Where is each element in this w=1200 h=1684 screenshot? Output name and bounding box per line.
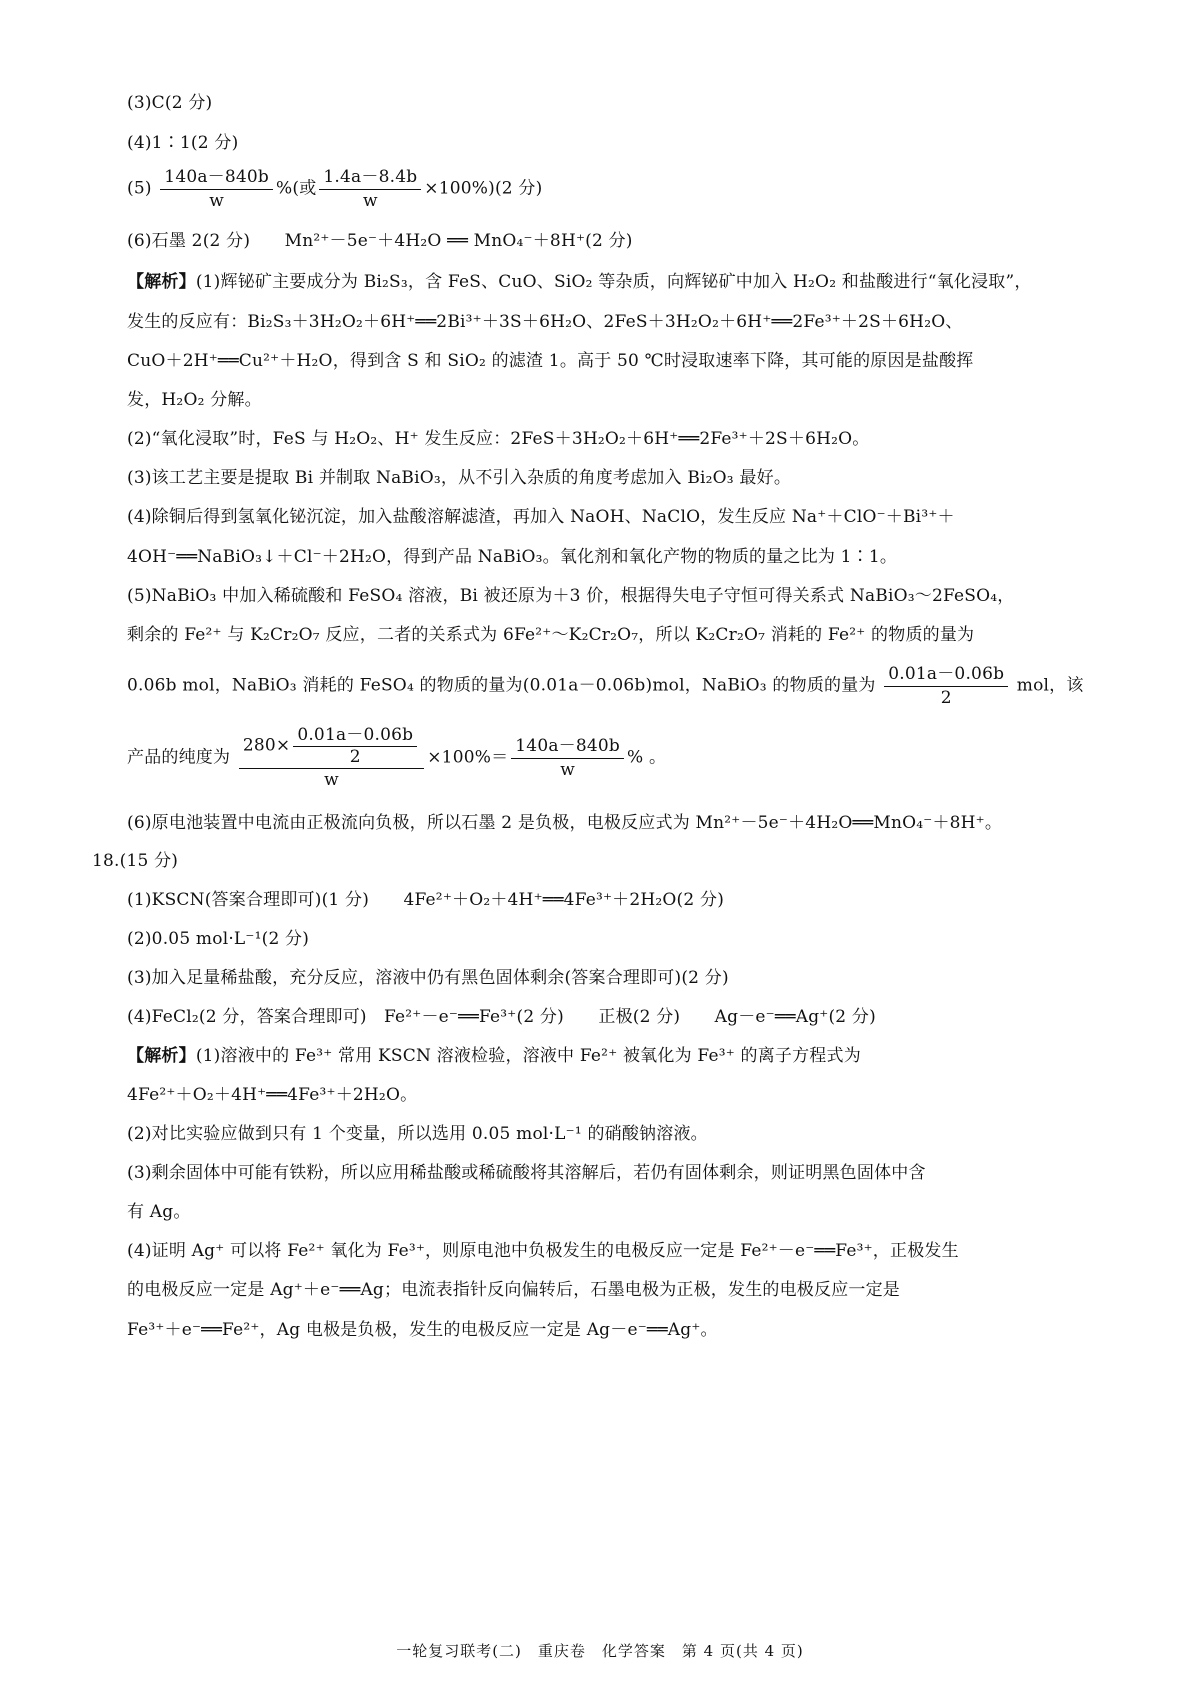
analysis17-p3: (3)该工艺主要是提取 Bi 并制取 NaBiO₃，从不引入杂质的角度考虑加入 Bi₂O₃ 最好。 [127, 468, 792, 488]
p5d-pre: 产品的纯度为 [127, 747, 231, 768]
page-footer: 一轮复习联考(二) 重庆卷 化学答案 第 4 页(共 4 页) [396, 1642, 804, 1660]
q18-answer-3: (3)加入足量稀盐酸，充分反应，溶液中仍有黑色固体剩余(答案合理即可)(2 分) [127, 968, 729, 988]
q5-mid: %(或 [276, 178, 317, 199]
answer-q4: (4)1∶1(2 分) [127, 133, 239, 153]
analysis18-p2: (2)对比实验应做到只有 1 个变量，所以选用 0.05 mol·L⁻¹ 的硝酸钠溶液。 [127, 1124, 708, 1144]
p5d-outer-numerator [239, 725, 424, 769]
answer-q3: (3)C(2 分) [127, 93, 213, 113]
analysis17-p4-line2: 4OH⁻══NaBiO₃↓＋Cl⁻＋2H₂O，得到产品 NaBiO₃。氧化剂和氧化产物的物质的量之比为 1∶1。 [127, 547, 898, 567]
p5c-post: mol，该 [1016, 675, 1084, 696]
p5d-frac2-denominator: w [560, 760, 576, 780]
p5d-mid: ×100%＝ [427, 747, 509, 768]
q5-frac1-numerator: 140a－840b [160, 166, 273, 190]
analysis17-p5-line2: 剩余的 Fe²⁺ 与 K₂Cr₂O₇ 反应，二者的关系式为 6Fe²⁺～K₂Cr₂O₇，所以 K₂Cr₂O₇ 消耗的 Fe²⁺ 的物质的量为 [127, 625, 975, 645]
analysis17-line2: 发生的反应有：Bi₂S₃＋3H₂O₂＋6H⁺══2Bi³⁺＋3S＋6H₂O、2FeS＋3H₂O₂＋6H⁺══2Fe³⁺＋2S＋6H₂O、 [127, 312, 963, 332]
analysis18-line1 [127, 1044, 1120, 1068]
q18-answer-4: (4)FeCl₂(2 分，答案合理即可) Fe²⁺－e⁻══Fe³⁺(2 分) 正极(2 分) Ag－e⁻══Ag⁺(2 分) [127, 1007, 876, 1027]
q5-frac2-numerator: 1.4a－8.4b [319, 166, 421, 190]
p5d-outer-fraction [239, 725, 424, 791]
analysis17-p5-line4 [127, 725, 1120, 791]
analysis-label: 【解析】 [127, 272, 196, 292]
p5d-post: % 。 [627, 747, 667, 768]
analysis17-line3: CuO＋2H⁺══Cu²⁺＋H₂O，得到含 S 和 SiO₂ 的滤渣 1。高于 50 ℃时浸取速率下降，其可能的原因是盐酸挥 [127, 351, 974, 371]
answer-q6: (6)石墨 2(2 分) Mn²⁺－5e⁻＋4H₂O ══ MnO₄⁻＋8H⁺(2 分) [127, 231, 633, 251]
analysis18-p4-line2: 的电极反应一定是 Ag⁺＋e⁻══Ag；电流表指针反向偏转后，石墨电极为正极，发生的电极反应一定是 [127, 1280, 900, 1300]
p5d-outer-denominator: w [324, 770, 339, 790]
p5d-fraction-2 [511, 735, 624, 781]
p5c-pre: 0.06b mol，NaBiO₃ 消耗的 FeSO₄ 的物质的量为(0.01a－0.06b)mol，NaBiO₃ 的物质的量为 [127, 675, 876, 696]
analysis18-line2: 4Fe²⁺＋O₂＋4H⁺══4Fe³⁺＋2H₂O。 [127, 1085, 418, 1105]
analysis17-line1 [127, 270, 1120, 294]
analysis17-p5-line3 [127, 663, 1120, 709]
q18-answer-2: (2)0.05 mol·L⁻¹(2 分) [127, 929, 310, 949]
p5d-inner-numerator: 0.01a－0.06b [293, 725, 417, 747]
p5d-outer-num-pre: 280× [242, 735, 291, 756]
analysis17-p5-line1: (5)NaBiO₃ 中加入稀硫酸和 FeSO₄ 溶液，Bi 被还原为＋3 价，根据得失电子守恒可得关系式 NaBiO₃～2FeSO₄， [127, 586, 1015, 606]
q5-suffix: ×100%)(2 分) [424, 178, 543, 199]
analysis17-p1: (1)辉铋矿主要成分为 Bi₂S₃，含 FeS、CuO、SiO₂ 等杂质，向辉铋矿中加入 H₂O₂ 和盐酸进行“氧化浸取”， [195, 272, 1032, 292]
q18-header: 18.(15 分) [92, 851, 179, 871]
analysis18-p3-line2: 有 Ag。 [127, 1202, 191, 1222]
analysis18-p3-line1: (3)剩余固体中可能有铁粉，所以应用稀盐酸或稀硫酸将其溶解后，若仍有固体剩余，则证明黑色固体中含 [127, 1163, 926, 1183]
analysis17-line4: 发，H₂O₂ 分解。 [127, 390, 262, 410]
analysis17-p6: (6)原电池装置中电流由正极流向负极，所以石墨 2 是负极，电极反应式为 Mn²⁺－5e⁻＋4H₂O══MnO₄⁻＋8H⁺。 [127, 813, 1003, 833]
q18-answer-1: (1)KSCN(答案合理即可)(1 分) 4Fe²⁺＋O₂＋4H⁺══4Fe³⁺＋2H₂O(2 分) [127, 890, 725, 910]
p5d-inner-fraction [293, 725, 417, 767]
analysis17-p2: (2)“氧化浸取”时，FeS 与 H₂O₂、H⁺ 发生反应：2FeS＋3H₂O₂＋6H⁺══2Fe³⁺＋2S＋6H₂O。 [127, 429, 870, 449]
analysis18-p4-line3: Fe³⁺＋e⁻══Fe²⁺，Ag 电极是负极，发生的电极反应一定是 Ag－e⁻══Ag⁺。 [127, 1320, 718, 1340]
analysis18-p4-line1: (4)证明 Ag⁺ 可以将 Fe²⁺ 氧化为 Fe³⁺，则原电池中负极发生的电极反应一定是 Fe²⁺－e⁻══Fe³⁺，正极发生 [127, 1241, 959, 1261]
q5-frac1-denominator: w [209, 191, 225, 211]
q5-fraction-2 [319, 166, 421, 212]
analysis18-p1a: (1)溶液中的 Fe³⁺ 常用 KSCN 溶液检验，溶液中 Fe²⁺ 被氧化为 Fe³⁺ 的离子方程式为 [195, 1046, 861, 1066]
analysis17-p4-line1: (4)除铜后得到氢氧化铋沉淀，加入盐酸溶解滤渣，再加入 NaOH、NaClO，发生反应 Na⁺＋ClO⁻＋Bi³⁺＋ [127, 507, 955, 527]
q5-frac2-denominator: w [362, 191, 378, 211]
p5c-fraction [884, 663, 1008, 709]
p5c-denominator: 2 [940, 688, 952, 708]
q5-fraction-1 [160, 166, 273, 212]
p5d-frac2-numerator: 140a－840b [511, 735, 624, 759]
q5-prefix: (5) [127, 178, 152, 199]
analysis-label: 【解析】 [127, 1046, 196, 1066]
answer-q5 [127, 166, 1120, 212]
p5d-inner-denominator: 2 [349, 747, 361, 767]
p5c-numerator: 0.01a－0.06b [884, 663, 1008, 687]
